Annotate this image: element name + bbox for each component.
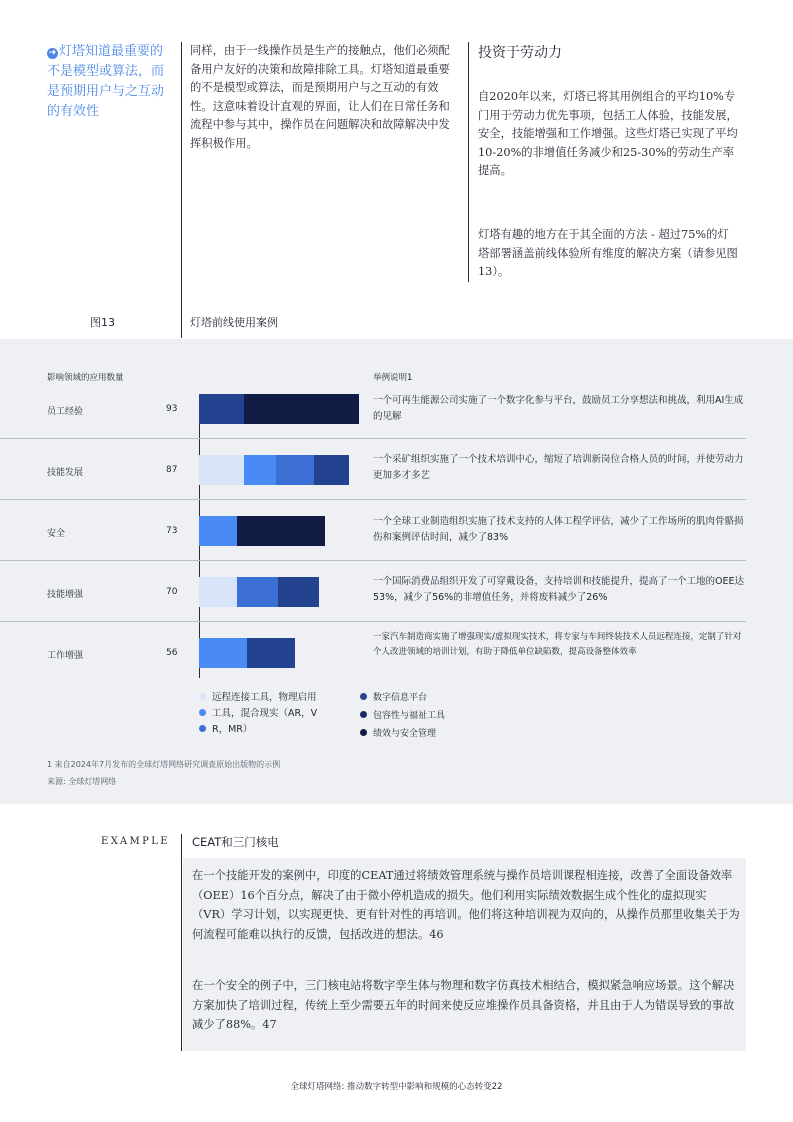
- column-divider-right: [468, 42, 469, 282]
- row-description: 一家汽车制造商实施了增强现实/虚拟现实技术，将专家与车间终装技术人员远程连接，定制了针对个人改进领域的培训计划，有助于降低单位缺陷数，提高设备整体效率: [373, 632, 742, 657]
- row-value: 70: [166, 587, 178, 597]
- callout-quote: [47, 42, 167, 122]
- example-title: CEAT和三门核电: [192, 835, 279, 849]
- bar-segment: [247, 638, 295, 668]
- row-label-work-enhancement: 工作增强: [47, 651, 84, 661]
- figure-title: 灯塔前线使用案例: [190, 316, 278, 329]
- row-value: 73: [166, 526, 178, 536]
- legend-item: 包容性与福祉工具: [360, 708, 510, 724]
- bar-segment: [244, 455, 277, 485]
- arrow-circle-icon: ➜: [48, 48, 57, 58]
- row-label-skill-enhancement: 技能增强: [47, 590, 84, 600]
- legend-item: R，MR）: [199, 722, 349, 738]
- legend-swatch: [360, 711, 367, 718]
- row-label-safety: 安全: [47, 529, 66, 539]
- row-description: 一个采矿组织实施了一个技术培训中心，缩短了培训新岗位合格人员的时间，并使劳动力更加多才多艺: [373, 454, 744, 481]
- legend-swatch: [360, 729, 367, 736]
- row-separator: [0, 499, 746, 500]
- bar-segment: [276, 455, 314, 485]
- figure-label: 图13: [90, 316, 115, 329]
- bar-segment: [237, 516, 325, 546]
- chart-source: 来源: 全球灯塔网络: [47, 777, 117, 786]
- legend-item: 工具，混合现实（AR，V: [199, 706, 349, 722]
- row-label-skill-development: 技能发展: [47, 468, 84, 478]
- legend-swatch: [360, 693, 367, 700]
- legend-item: 数字信息平台: [360, 690, 510, 706]
- row-separator: [0, 621, 746, 622]
- section-heading: 投资于劳动力: [478, 45, 562, 61]
- bar-segment: [199, 638, 247, 668]
- right-paragraph-2: 灯塔有趣的地方在于其全面的方法 - 超过75%的灯塔部署涵盖前线体验所有维度的解决方案（请参见图13）。: [478, 228, 738, 278]
- row-separator: [0, 560, 746, 561]
- row-description: 一个全球工业制造组织实施了技术支持的人体工程学评估，减少了工作场所的肌肉骨骼损伤和案例评估时间，减少了83%: [373, 516, 744, 543]
- right-paragraph-1: 自2020年以来，灯塔已将其用例组合的平均10%专门用于劳动力优先事项，包括工人体验，技能发展，安全，技能增强和工作增强。这些灯塔已实现了平均10-20%的非增值任务减少和25-30%的劳动生产率提高。: [478, 90, 738, 177]
- legend-item: 远程连接工具，物理启用: [199, 690, 349, 706]
- example-label: EXAMPLE: [101, 836, 170, 847]
- bar-segment: [199, 394, 244, 424]
- chart-right-header: 举例说明1: [373, 373, 413, 383]
- middle-paragraph: 同样，由于一线操作员是生产的接触点，他们必须配备用户友好的决策和故障排除工具。灯塔知道最重要的不是模型或算法，而是预期用户与之互动的有效性。这意味着设计直观的界面，让人们在日常任务和流程中参与其中，操作员在问题解决和故障解决中发挥积极作用。: [190, 44, 450, 150]
- legend-swatch: [199, 709, 206, 716]
- row-label-employee-experience: 员工经验: [47, 407, 84, 417]
- bar-segment: [278, 577, 319, 607]
- row-value: 93: [166, 404, 178, 414]
- row-description: 一个可再生能源公司实施了一个数字化参与平台，鼓励员工分享想法和挑战，利用AI生成的见解: [373, 395, 744, 422]
- legend-swatch: [199, 725, 206, 732]
- bar-segment: [244, 394, 359, 424]
- legend-swatch: [199, 693, 206, 700]
- example-divider: [181, 834, 182, 1051]
- row-value: 56: [166, 648, 178, 658]
- bar-segment: [199, 516, 237, 546]
- chart-left-header: 影响领域的应用数量: [47, 373, 124, 383]
- column-divider-left: [181, 42, 182, 338]
- row-separator: [0, 438, 746, 439]
- page-footer: 全球灯塔网络: 推动数字转型中影响和规模的心态转变22: [290, 1082, 503, 1092]
- callout-text: 灯塔知道最重要的不是模型或算法，而是预期用户与之互动的有效性: [47, 44, 165, 119]
- bar-segment: [199, 455, 244, 485]
- bar-segment: [314, 455, 348, 485]
- row-value: 87: [166, 465, 178, 475]
- row-description: 一个国际消费品组织开发了可穿戴设备，支持培训和技能提升，提高了一个工地的OEE达53%，减少了56%的非增值任务，并将废料减少了26%: [373, 576, 744, 603]
- example-paragraph-1: 在一个技能开发的案例中，印度的CEAT通过将绩效管理系统与操作员培训课程相连接，改善了全面设备效率（OEE）16个百分点，解决了由于微小停机造成的损失。他们利用实际绩效数据生成个性化的虚拟现实（VR）学习计划，以实现更快、更有针对性的再培训。他们将这种培训视为双向的，从操作员那里收集关于为何流程可能难以执行的反馈，包括改进的想法。46: [192, 869, 740, 941]
- bar-segment: [199, 577, 237, 607]
- legend-right: [360, 690, 510, 742]
- legend-item: 绩效与安全管理: [360, 726, 510, 742]
- chart-footnote: 1 来自2024年7月发布的全球灯塔网络研究调查原始出版物的示例: [47, 760, 281, 769]
- example-paragraph-2: 在一个安全的例子中，三门核电站将数字孪生体与物理和数字仿真技术相结合，模拟紧急响应场景。这个解决方案加快了培训过程，传统上至少需要五年的时间来使反应堆操作员具备资格，并且由于人为错误导致的事故减少了88%。47: [192, 979, 735, 1031]
- bar-segment: [237, 577, 278, 607]
- legend-left: [199, 690, 349, 738]
